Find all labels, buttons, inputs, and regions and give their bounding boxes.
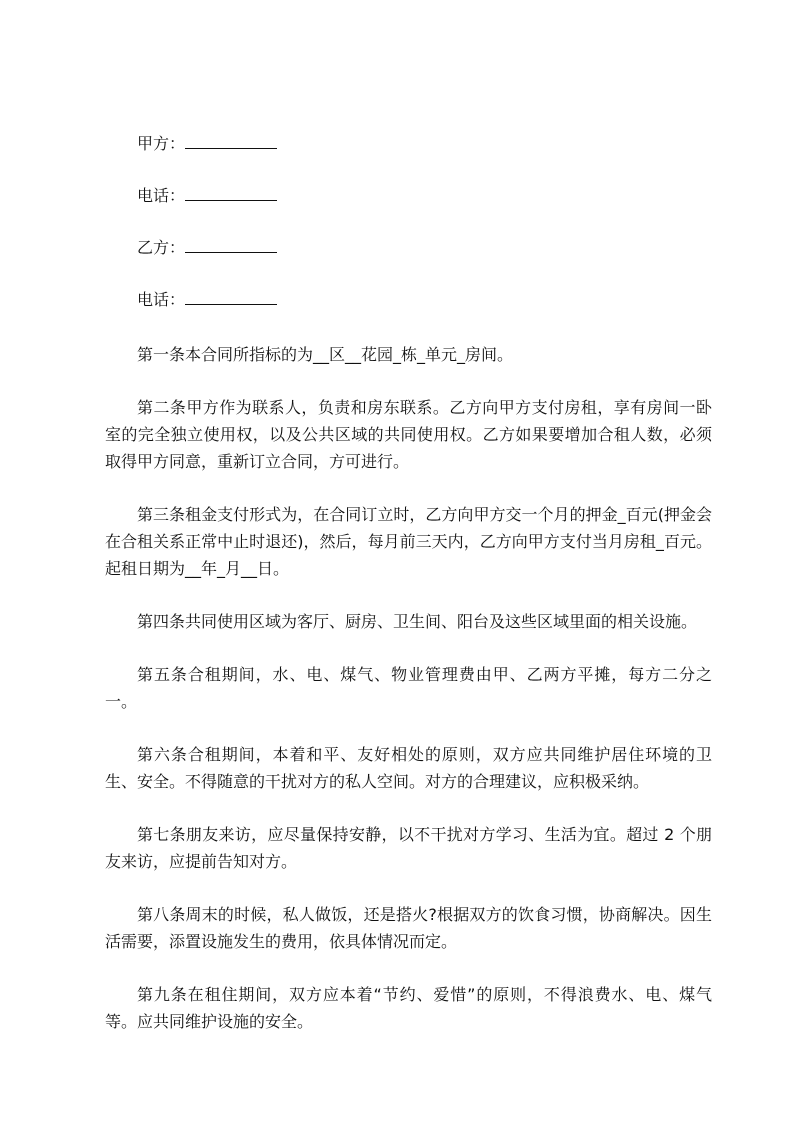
field-label: 甲方： (137, 134, 186, 153)
blank-line (185, 285, 277, 305)
clause-1: 第一条本合同所指标的为__区__花园_栋_单元_房间。 (137, 345, 514, 364)
clause-6: 第六条合租期间，本着和平、友好相处的原则，双方应共同维护居住环境的卫生、安全。不得随意的干扰对方的私人空间。对方的合理建议，应积极采纳。 (105, 745, 712, 791)
clause-4: 第四条共同使用区域为客厅、厨房、卫生间、阳台及这些区域里面的相关设施。 (137, 612, 698, 631)
clause-7: 第七条朋友来访，应尽量保持安静，以不干扰对方学习、生活为宜。超过 2 个朋友来访，应提前告知对方。 (105, 825, 712, 871)
field-label: 电话： (137, 290, 186, 309)
clause-9: 第九条在租住期间，双方应本着“节约、爱惜”的原则，不得浪费水、电、煤气等。应共同维护设施的安全。 (105, 985, 712, 1031)
blank-line (185, 181, 277, 201)
party-b-phone-field (105, 285, 712, 312)
field-label: 乙方： (137, 238, 186, 257)
clause-8: 第八条周末的时候，私人做饭，还是搭火?根据双方的饮食习惯，协商解决。因生活需要，添置设施发生的费用，依具体情况而定。 (105, 905, 712, 951)
party-fields (105, 129, 712, 312)
clause-2: 第二条甲方作为联系人，负责和房东联系。乙方向甲方支付房租，享有房间一卧室的完全独立使用权，以及公共区域的共同使用权。乙方如果要增加合租人数，必须取得甲方同意，重新订立合同，方可进行。 (105, 398, 712, 471)
party-a-name-field (105, 129, 712, 156)
blank-line (185, 129, 277, 149)
blank-line (185, 233, 277, 253)
party-a-phone-field (105, 181, 712, 208)
clause-5: 第五条合租期间，水、电、煤气、物业管理费由甲、乙两方平摊，每方二分之一。 (105, 665, 712, 711)
clause-3: 第三条租金支付形式为，在合同订立时，乙方向甲方交一个月的押金_百元(押金会在合租关系正常中止时退还)，然后，每月前三天内，乙方向甲方支付当月房租_百元。起租日期为__年_月__日。 (105, 505, 712, 578)
party-b-name-field (105, 233, 712, 260)
contract-page (105, 129, 712, 1061)
field-label: 电话： (137, 186, 186, 205)
